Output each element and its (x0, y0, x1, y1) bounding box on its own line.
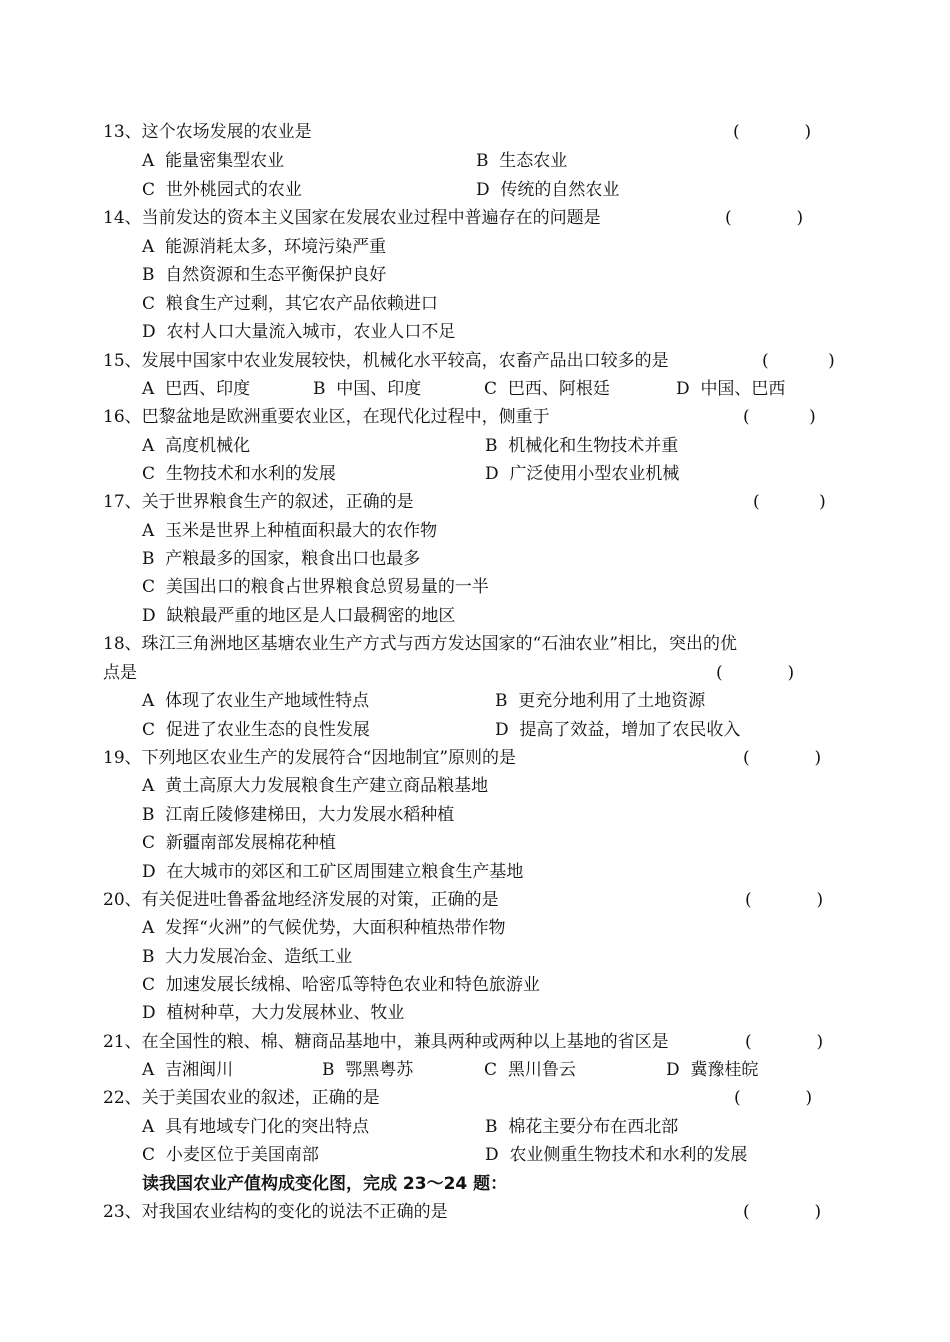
q22-option-b: B 棉花主要分布在西北部 (485, 1117, 679, 1137)
q16-option-b: B 机械化和生物技术并重 (485, 436, 679, 456)
q18-stem-line2: 点是 (103, 663, 137, 683)
q13-option-b: B 生态农业 (476, 151, 568, 171)
q15-stem: 15、发展中国家中农业发展较快，机械化水平较高，农畜产品出口较多的是 (103, 351, 669, 371)
q22-answer-paren[interactable]: ( ) (734, 1088, 813, 1108)
q20-answer-paren[interactable]: ( ) (745, 890, 824, 910)
q21-option-b: B 鄂黑粤苏 (322, 1060, 414, 1080)
q22-option-d: D 农业侧重生物技术和水利的发展 (485, 1145, 748, 1165)
q20-option-c: C 加速发展长绒棉、哈密瓜等特色农业和特色旅游业 (142, 975, 540, 995)
q16-stem: 16、巴黎盆地是欧洲重要农业区，在现代化过程中，侧重于 (103, 407, 550, 427)
q21-option-c: C 黑川鲁云 (484, 1060, 576, 1080)
q17-option-a: A 玉米是世界上种植面积最大的农作物 (142, 521, 438, 541)
q16-option-c: C 生物技术和水利的发展 (142, 464, 336, 484)
q15-option-b: B 中国、印度 (313, 379, 422, 399)
q18-answer-paren[interactable]: ( ) (716, 663, 795, 683)
q18-option-b: B 更充分地利用了土地资源 (495, 691, 706, 711)
q13-stem: 13、这个农场发展的农业是 (103, 122, 312, 142)
q23-answer-paren[interactable]: ( ) (743, 1202, 822, 1222)
q22-option-c: C 小麦区位于美国南部 (142, 1145, 319, 1165)
q22-stem: 22、关于美国农业的叙述，正确的是 (103, 1088, 380, 1108)
q14-option-a: A 能源消耗太多，环境污染严重 (142, 237, 387, 257)
q14-option-c: C 粮食生产过剩，其它农产品依赖进口 (142, 294, 438, 314)
q15-option-a: A 巴西、印度 (142, 379, 251, 399)
q14-option-b: B 自然资源和生态平衡保护良好 (142, 265, 387, 285)
q19-stem: 19、下列地区农业生产的发展符合“因地制宜”原则的是 (103, 748, 517, 768)
q13-answer-paren[interactable]: ( ) (733, 122, 812, 142)
q15-option-d: D 中国、巴西 (676, 379, 786, 399)
q20-option-a: A 发挥“火洲”的气候优势，大面积种植热带作物 (142, 918, 506, 938)
q17-option-d: D 缺粮最严重的地区是人口最稠密的地区 (142, 606, 456, 626)
q18-option-c: C 促进了农业生态的良性发展 (142, 720, 370, 740)
q13-option-c: C 世外桃园式的农业 (142, 180, 302, 200)
q17-answer-paren[interactable]: ( ) (753, 492, 826, 512)
q19-option-b: B 江南丘陵修建梯田，大力发展水稻种植 (142, 805, 455, 825)
q17-option-c: C 美国出口的粮食占世界粮食总贸易量的一半 (142, 577, 489, 597)
q21-option-d: D 冀豫桂皖 (666, 1060, 759, 1080)
q14-stem: 14、当前发达的资本主义国家在发展农业过程中普遍存在的问题是 (103, 208, 601, 228)
q23-stem: 23、对我国农业结构的变化的说法不正确的是 (103, 1202, 448, 1222)
q20-option-d: D 植树种草，大力发展林业、牧业 (142, 1003, 405, 1023)
q21-option-a: A 吉湘闽川 (142, 1060, 234, 1080)
q21-stem: 21、在全国性的粮、棉、糖商品基地中，兼具两种或两种以上基地的省区是 (103, 1032, 669, 1052)
q16-answer-paren[interactable]: ( ) (743, 407, 816, 427)
q19-option-a: A 黄土高原大力发展粮食生产建立商品粮基地 (142, 776, 489, 796)
q13-option-d: D 传统的自然农业 (476, 180, 620, 200)
q20-option-b: B 大力发展冶金、造纸工业 (142, 947, 353, 967)
q19-option-d: D 在大城市的郊区和工矿区周围建立粮食生产基地 (142, 862, 524, 882)
q13-option-a: A 能量密集型农业 (142, 151, 285, 171)
q19-answer-paren[interactable]: ( ) (743, 748, 822, 768)
q22-option-a: A 具有地域专门化的突出特点 (142, 1117, 370, 1137)
q20-stem: 20、有关促进吐鲁番盆地经济发展的对策，正确的是 (103, 890, 499, 910)
q14-option-d: D 农村人口大量流入城市，农业人口不足 (142, 322, 456, 342)
q15-answer-paren[interactable]: ( ) (762, 351, 835, 371)
q14-answer-paren[interactable]: ( ) (725, 208, 804, 228)
q17-stem: 17、关于世界粮食生产的叙述，正确的是 (103, 492, 414, 512)
q15-option-c: C 巴西、阿根廷 (484, 379, 610, 399)
q16-option-d: D 广泛使用小型农业机械 (485, 464, 680, 484)
q18-option-d: D 提高了效益，增加了农民收入 (495, 720, 741, 740)
q19-option-c: C 新疆南部发展棉花种植 (142, 833, 336, 853)
q16-option-a: A 高度机械化 (142, 436, 251, 456)
q18-option-a: A 体现了农业生产地域性特点 (142, 691, 370, 711)
q17-option-b: B 产粮最多的国家，粮食出口也最多 (142, 549, 421, 569)
q21-answer-paren[interactable]: ( ) (745, 1032, 824, 1052)
section-intro: 读我国农业产值构成变化图，完成 23～24 题： (142, 1174, 508, 1194)
q18-stem-line1: 18、珠江三角洲地区基塘农业生产方式与西方发达国家的“石油农业”相比，突出的优 (103, 634, 738, 654)
